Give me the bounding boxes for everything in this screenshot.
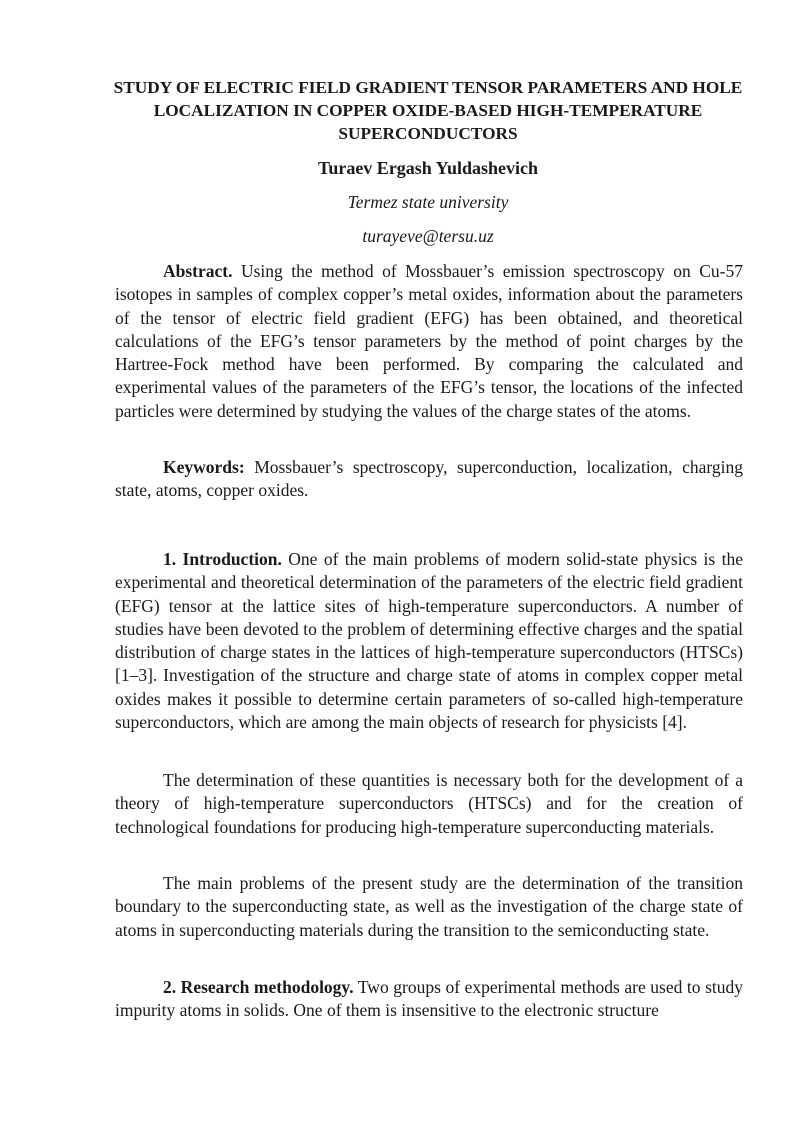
author-affiliation: Termez state university [347,192,509,212]
abstract-text: Using the method of Mossbauer’s emission spectroscopy on Cu-57 isotopes in samples of complex copper’s metal oxides, information about the parameters of the tensor of electric field gradient (EFG) has been obtained, and theoretical calculations of the EFG’s tensor parameters by the method of point charges by the Hartree-Fock method have been performed. By comparing the calculated and experimental values of the parameters of the EFG’s tensor, the locations of the infected particles were determined by studying the values of the charge states of the atoms. [115,261,743,421]
body-paragraph-3: The main problems of the present study are the determination of the transition boundary to the superconducting state, as well as the investigation of the charge state of atoms in superconducting materials during the transition to the semiconducting state. [115,873,743,940]
methodology-paragraph [115,976,743,1023]
author-name: Turaev Ergash Yuldashevich [317,158,539,178]
keywords-text: Mossbauer’s spectroscopy, superconduction, localization, charging state, atoms, copper oxides. [115,457,743,501]
body-paragraph-2: The determination of these quantities is necessary both for the development of a theory of high-temperature superconductors (HTSCs) and for the creation of technological foundations for producing high-temperature superconducting materials. [115,770,743,837]
introduction-text: One of the main problems of modern solid-state physics is the experimental and theoretical determination of the parameters of the electric field gradient (EFG) tensor at the lattice sites of high-temperature superconductors. A number of studies have been devoted to the problem of determining effective charges and the spatial distribution of charge states in the lattices of high-temperature superconductors (HTSCs) [1–3]. Investigation of the structure and charge state of atoms in complex copper metal oxides makes it possible to determine certain parameters of so-called high-temperature superconductors, which are among the main objects of research for physicists [4]. [115,549,743,733]
abstract-label: Abstract. [163,261,233,281]
methodology-text: Two groups of experimental methods are used to study impurity atoms in solids. One of them is insensitive to the electronic structure [115,977,743,1021]
introduction-paragraph [115,548,743,734]
introduction-heading: 1. Introduction. [163,549,282,569]
abstract-paragraph [115,260,743,423]
keywords-paragraph [115,456,743,503]
paper-title: STUDY OF ELECTRIC FIELD GRADIENT TENSOR PARAMETERS AND HOLE LOCALIZATION IN COPPER OXIDE-BASED HIGH-TEMPERATURE SUPERCONDUCTORS [113,78,743,143]
methodology-heading: 2. Research methodology. [163,977,354,997]
author-email: turayeve@tersu.uz [362,226,494,246]
keywords-label: Keywords: [163,457,245,477]
